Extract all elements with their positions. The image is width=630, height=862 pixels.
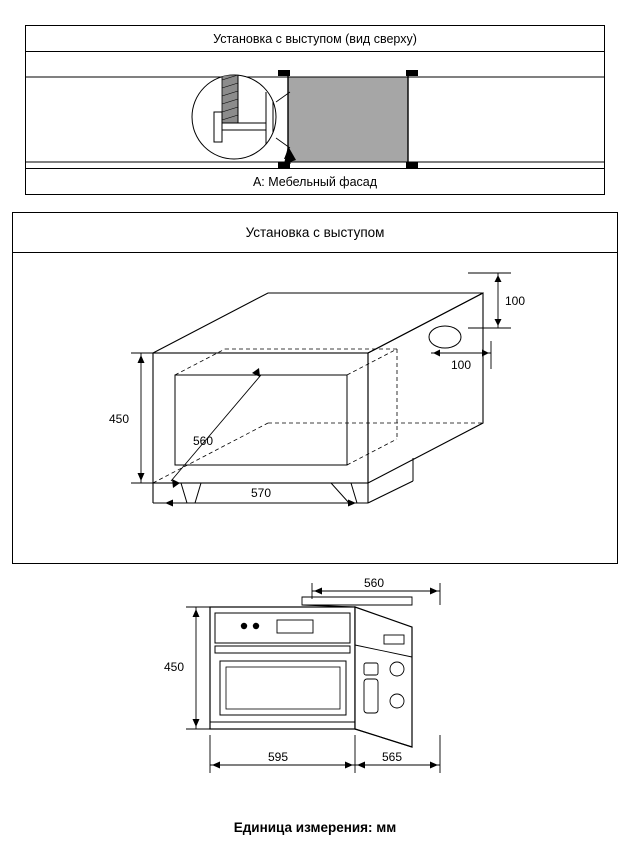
panel-iso-view — [12, 212, 618, 564]
dim-clearance-side: 100 — [451, 358, 472, 372]
top-view-drawing — [26, 52, 604, 170]
dim-height: 450 — [109, 412, 130, 426]
panel-iso-title: Установка с выступом — [13, 213, 617, 253]
panel-top-view-footnote: A: Мебельный фасад — [26, 168, 604, 194]
dim-front-width: 595 — [268, 750, 289, 764]
dim-width: 570 — [251, 486, 272, 500]
panel-top-view-title: Установка с выступом (вид сверху) — [26, 26, 604, 52]
dim-top-width: 560 — [364, 576, 385, 590]
iso-drawing — [13, 253, 617, 563]
panel-front-view — [12, 575, 618, 800]
facade-callout-label: A — [284, 148, 293, 162]
dim-side-depth: 565 — [382, 750, 403, 764]
front-view-drawing — [12, 575, 618, 800]
unit-note: Единица измерения: мм — [233, 820, 397, 835]
dim-front-height: 450 — [164, 660, 185, 674]
dim-clearance-top: 100 — [505, 294, 526, 308]
panel-top-view-art — [26, 52, 604, 170]
panel-top-view — [25, 25, 605, 195]
panel-iso-art — [13, 253, 617, 563]
dim-depth: 560 — [193, 434, 214, 448]
